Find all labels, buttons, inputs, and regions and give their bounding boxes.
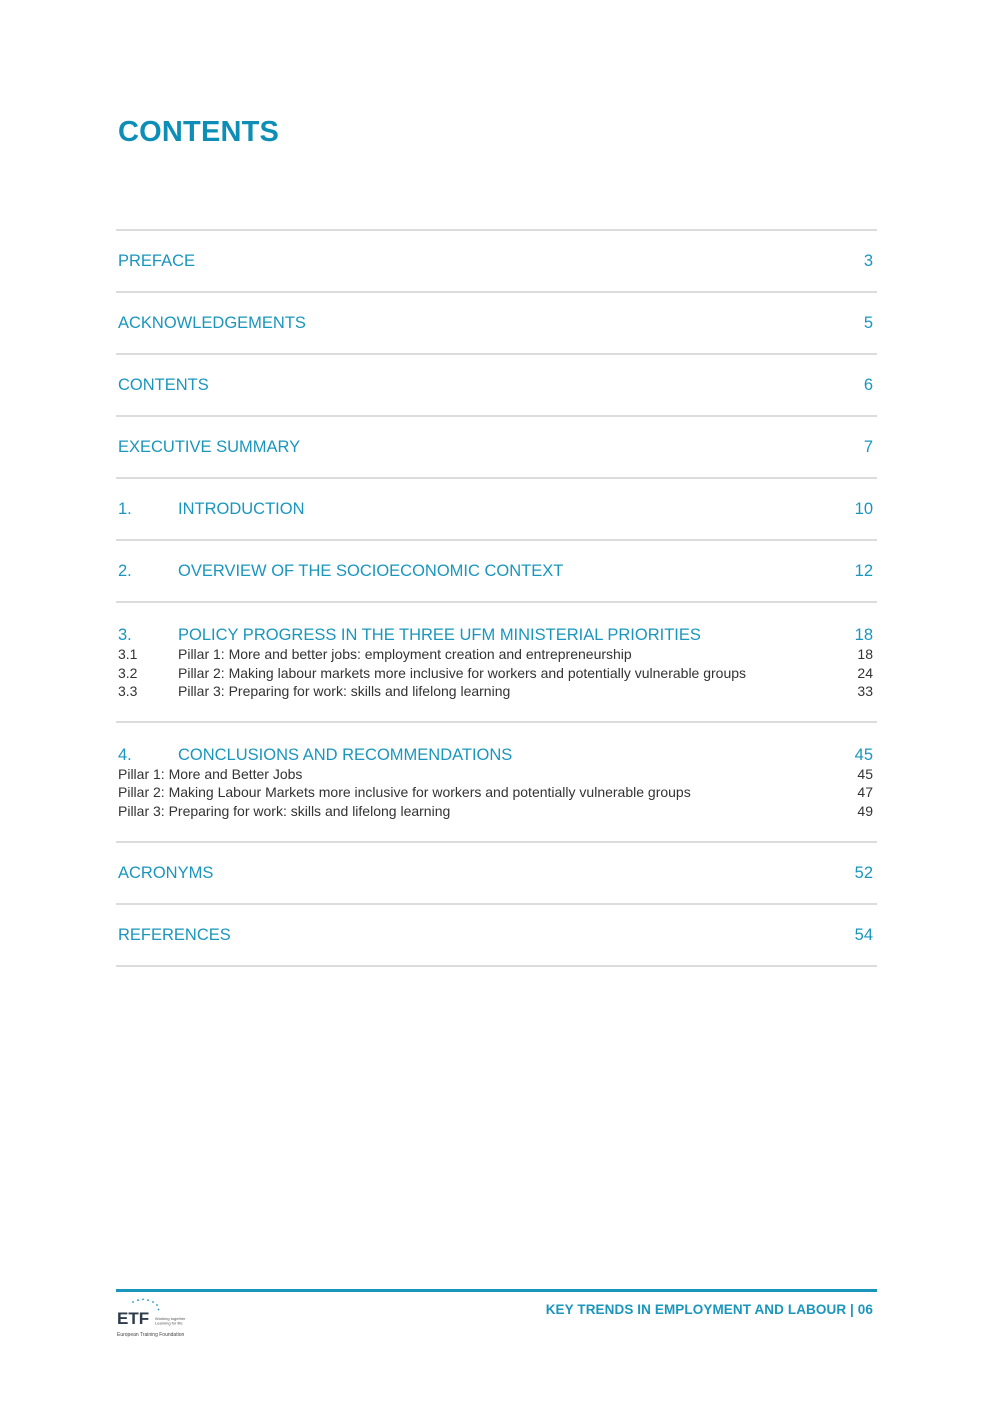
toc-heading-label[interactable]: ACKNOWLEDGEMENTS bbox=[118, 314, 306, 332]
toc-subentry-label[interactable]: Pillar 3: Preparing for work: skills and lifelong learning bbox=[118, 802, 451, 819]
toc-subentry-label[interactable]: Pillar 3: Preparing for work: skills and lifelong learning bbox=[178, 683, 511, 700]
toc-entry[interactable] bbox=[116, 291, 877, 353]
toc-section-number: 2. bbox=[118, 562, 132, 580]
toc-heading-row[interactable] bbox=[118, 437, 873, 457]
toc-heading-row[interactable] bbox=[118, 313, 873, 333]
logo-wordmark: ETF bbox=[117, 1309, 150, 1328]
toc-entry[interactable] bbox=[116, 229, 877, 291]
toc-heading-label[interactable]: PREFACE bbox=[118, 252, 196, 270]
toc-page-number: 12 bbox=[854, 562, 873, 580]
toc-subentry-row[interactable] bbox=[118, 664, 873, 683]
toc-subentry-label[interactable]: Pillar 2: Making labour markets more inclusive for workers and potentially vulnerable groups bbox=[178, 664, 747, 681]
toc-page-number: 6 bbox=[863, 376, 873, 394]
toc-page-number: 54 bbox=[854, 925, 873, 944]
toc-heading-label[interactable]: ACRONYMS bbox=[118, 863, 214, 882]
toc-section-number: 3. bbox=[118, 626, 132, 644]
toc-subentry-row[interactable] bbox=[118, 783, 873, 802]
table-of-contents bbox=[116, 229, 877, 967]
toc-entry[interactable] bbox=[116, 721, 877, 841]
running-title: KEY TRENDS IN EMPLOYMENT AND LABOUR | 06 bbox=[545, 1302, 873, 1317]
toc-page-number: 45 bbox=[854, 745, 873, 764]
toc-subsection-number: 3.2 bbox=[118, 664, 138, 681]
toc-heading-row[interactable] bbox=[118, 561, 873, 581]
toc-heading-label[interactable]: INTRODUCTION bbox=[178, 500, 305, 518]
toc-subentry-label[interactable]: Pillar 1: More and Better Jobs bbox=[118, 765, 303, 782]
toc-heading-row[interactable] bbox=[118, 925, 873, 945]
toc-entry[interactable] bbox=[116, 601, 877, 721]
toc-page-number: 7 bbox=[863, 438, 873, 456]
toc-subsection-number: 3.1 bbox=[118, 646, 138, 662]
toc-subentry-row[interactable] bbox=[118, 802, 873, 821]
toc-page-number: 3 bbox=[863, 252, 873, 270]
toc-heading-row[interactable] bbox=[118, 745, 873, 765]
toc-subentry-page-number: 49 bbox=[857, 802, 873, 819]
toc-entry[interactable] bbox=[116, 477, 877, 539]
toc-subentry-page-number: 33 bbox=[857, 683, 873, 700]
toc-page-number: 18 bbox=[854, 626, 873, 644]
toc-heading-row[interactable] bbox=[118, 499, 873, 519]
toc-subentry-page-number: 24 bbox=[857, 664, 873, 681]
toc-subentry-page-number: 45 bbox=[857, 765, 873, 782]
toc-page-number: 5 bbox=[863, 314, 873, 332]
toc-subentry-row[interactable] bbox=[118, 645, 873, 664]
toc-heading-label[interactable]: EXECUTIVE SUMMARY bbox=[118, 438, 301, 456]
footer-rule bbox=[116, 1289, 877, 1292]
toc-subsection-number: 3.3 bbox=[118, 683, 138, 700]
toc-entry[interactable] bbox=[116, 353, 877, 415]
toc-subentry-label[interactable]: Pillar 2: Making Labour Markets more inclusive for workers and potentially vulnerable groups bbox=[118, 784, 691, 801]
toc-heading-row[interactable] bbox=[118, 863, 873, 883]
toc-heading-row[interactable] bbox=[118, 375, 873, 395]
logo-tagline: Learning for life bbox=[155, 1320, 183, 1326]
toc-page-number: 10 bbox=[854, 500, 873, 518]
toc-heading-label[interactable]: CONCLUSIONS AND RECOMMENDATIONS bbox=[178, 745, 513, 764]
logo-organisation-name: European Training Foundation bbox=[117, 1332, 185, 1338]
toc-heading-row[interactable] bbox=[118, 251, 873, 271]
toc-section-number: 4. bbox=[118, 745, 132, 764]
toc-heading-label[interactable]: REFERENCES bbox=[118, 925, 231, 944]
toc-heading-row[interactable] bbox=[118, 625, 873, 645]
toc-entry[interactable] bbox=[116, 841, 877, 903]
toc-subentry-row[interactable] bbox=[118, 765, 873, 784]
toc-heading-label[interactable]: POLICY PROGRESS IN THE THREE UFM MINISTERIAL PRIORITIES bbox=[178, 626, 701, 644]
toc-subentry-page-number: 47 bbox=[857, 784, 873, 801]
logo-tagline: Working together bbox=[155, 1316, 186, 1321]
etf-logo bbox=[116, 1296, 196, 1340]
toc-subentry-row[interactable] bbox=[118, 682, 873, 701]
page-title: CONTENTS bbox=[118, 116, 280, 148]
toc-heading-label[interactable]: CONTENTS bbox=[118, 376, 209, 394]
toc-entry[interactable] bbox=[116, 415, 877, 477]
toc-page-number: 52 bbox=[854, 863, 873, 882]
toc-entry[interactable] bbox=[116, 903, 877, 967]
toc-subentry-label[interactable]: Pillar 1: More and better jobs: employment creation and entrepreneurship bbox=[178, 646, 632, 662]
toc-section-number: 1. bbox=[118, 500, 132, 518]
toc-subentry-page-number: 18 bbox=[857, 646, 873, 662]
toc-heading-label[interactable]: OVERVIEW OF THE SOCIOECONOMIC CONTEXT bbox=[178, 562, 564, 580]
toc-entry[interactable] bbox=[116, 539, 877, 601]
